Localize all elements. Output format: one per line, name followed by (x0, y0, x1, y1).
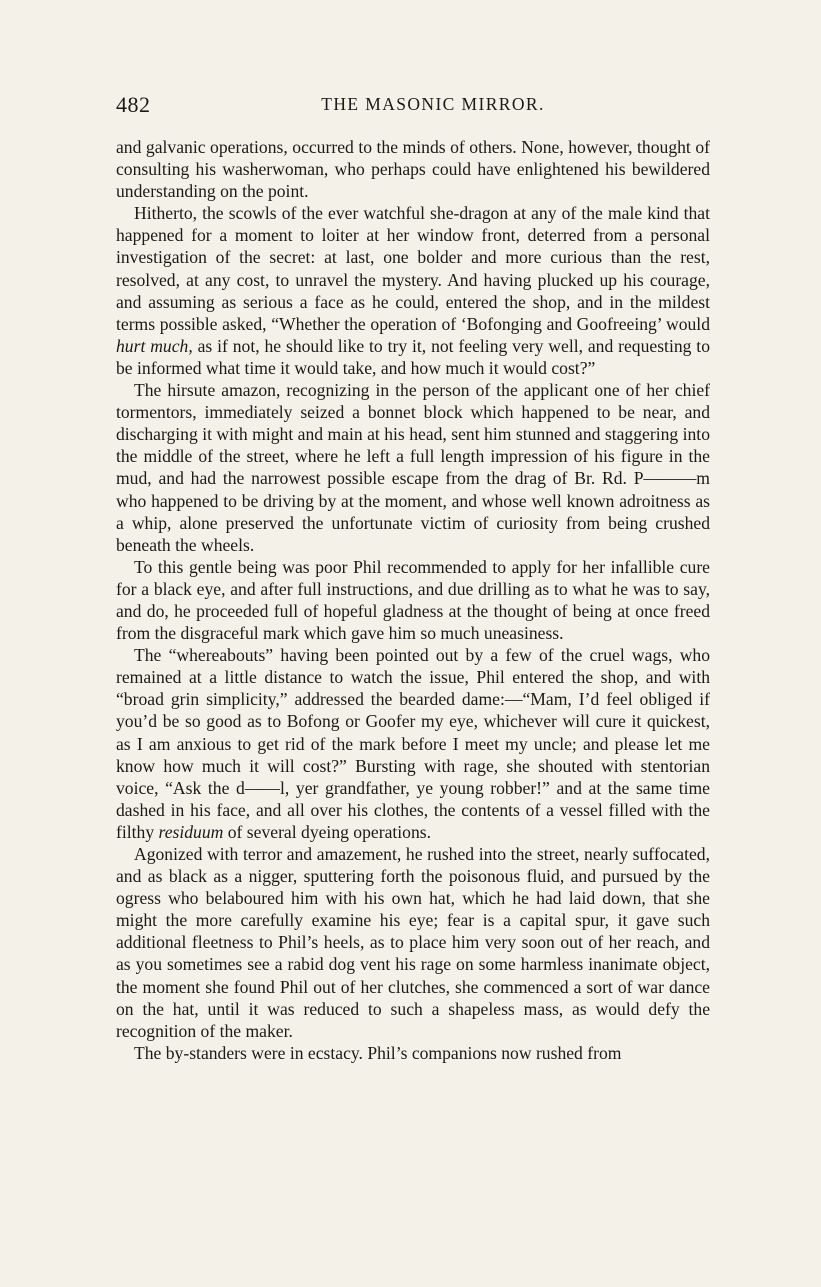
text-span: and galvanic operations, occurred to the minds of others. None, however, thought of consulting his washerwoman, who perhaps could have enlightened his bewildered understanding on the point. (116, 137, 710, 202)
body-text (116, 136, 710, 1064)
paragraph (116, 556, 710, 644)
paragraph (116, 202, 710, 379)
italic-text: residuum (158, 821, 224, 842)
text-span: of several dyeing operations. (223, 821, 431, 842)
text-span: The “whereabouts” having been pointed out by a few of the cruel wags, who remained at a little distance to watch the issue, Phil entered the shop, and with “broad grin simplicity,” addressed the bearded dame:—“Mam, I’d feel obliged if you’d be so good as to Bofong or Goofer my eye, whichever will cure it quickest, as I am anxious to get rid of the mark before I meet my uncle; and please let me know how much it will cost?” Bursting with rage, she shouted with stentorian voice, “Ask the d——l, yer grandfather, ye young robber!” and at the same time dashed in his face, and all over his clothes, the contents of a vessel filled with the filthy (116, 645, 710, 842)
text-span: The hirsute amazon, recognizing in the person of the applicant one of her chief tormentors, immediately seized a bonnet block which happened to be near, and discharging it with might and main at his head, sent him stunned and staggering into the middle of the street, where he left a full length impression of his figure in the mud, and had the narrowest possible escape from the drag of Br. Rd. P———m who happened to be driving by at the moment, and whose well known adroitness as a whip, alone preserved the unfortunate victim of curiosity from being crushed beneath the wheels. (116, 380, 710, 555)
text-span: To this gentle being was poor Phil recommended to apply for her infallible cure for a black eye, and after full instructions, and due drilling as to what he was to say, and do, he proceeded full of hopeful gladness at the thought of being at once freed from the disgraceful mark which gave him so much uneasiness. (116, 556, 710, 644)
text-span: as if not, he should like to try it, not feeling very well, and requesting to be informed what time it would take, and how much it would cost?” (116, 335, 710, 378)
page-header (116, 92, 710, 118)
page-number: 482 (116, 92, 151, 117)
paragraph (116, 379, 710, 556)
paragraph (116, 843, 710, 1042)
text-span: The by-standers were in ecstacy. Phil’s companions now rushed from (134, 1042, 622, 1063)
paragraph (116, 1042, 710, 1064)
italic-text: hurt much, (116, 335, 193, 356)
paragraph (116, 136, 710, 202)
text-span: Agonized with terror and amazement, he rushed into the street, nearly suffocated, and as black as a nigger, sputtering forth the poisonous fluid, and pursued by the ogress who belaboured him with his own hat, which he had laid down, that she might the more carefully examine his eye; fear is a capital spur, it gave such additional fleetness to Phil’s heels, as to place him very soon out of her reach, and as you sometimes see a rabid dog vent his rage on some harmless inanimate object, the moment she found Phil out of her clutches, she commenced a sort of war dance on the hat, until it was reduced to such a shapeless mass, as would defy the recognition of the maker. (116, 844, 710, 1041)
paragraph (116, 644, 710, 843)
running-title: THE MASONIC MIRROR. (321, 94, 545, 114)
text-span: Hitherto, the scowls of the ever watchful she-dragon at any of the male kind that happened for a moment to loiter at her window front, deterred from a personal investigation of the secret: at last, one bolder and more curious than the rest, resolved, at any cost, to unravel the mystery. And having plucked up his courage, and assuming as serious a face as he could, entered the shop, and in the mildest terms possible asked, “Whether the operation of ‘Bofonging and Goofreeing’ would (116, 203, 710, 334)
